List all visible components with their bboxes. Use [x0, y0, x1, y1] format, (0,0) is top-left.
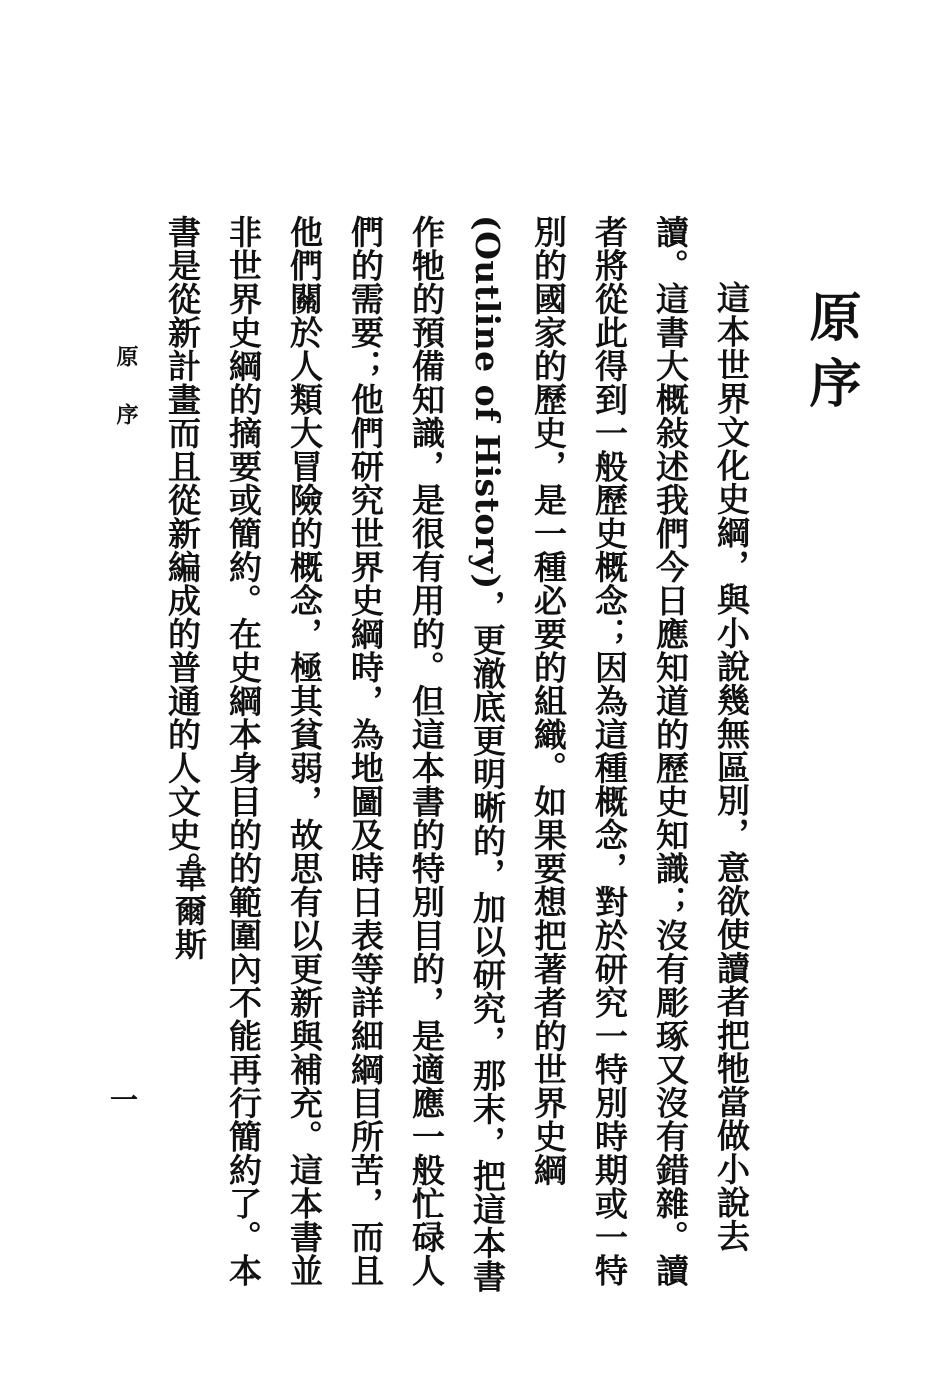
author-signature: 韋爾斯: [170, 860, 208, 962]
page-title: 原序: [800, 290, 861, 422]
paragraph: 這本世界文化史綱，與小說幾無區別，意欲使讀者把牠當做小說去讀。這書大概敍述我們今日應知道的歷史知識；沒有彫琢又沒有錯雜。讀者將從此得到一般歷史概念；因為這種概念，對於研究一特別時期或一特別的國家的歷史，是一種必要的組織。如果要想把著者的世界史綱(Outline of History)，更澈底更明晰的，加以研究，那末，把這本書作牠的預備知識，是很有用的。但這本書的特別目的，是適應一般忙碌人們的需要；他們研究世界史綱時，為地圖及時日表等詳細綱目所苦，而且他們關於人類大冒險的概念，極其貧弱，故思有以更新與補充。這本書並非世界史綱的摘要或簡約。在史綱本身目的的範圍內不能再行簡約了。本書是從新計畫而且從新編成的普通的人文史。: [163, 215, 751, 1294]
running-head: 原序: [113, 345, 139, 461]
page-number: 一: [106, 1085, 139, 1113]
